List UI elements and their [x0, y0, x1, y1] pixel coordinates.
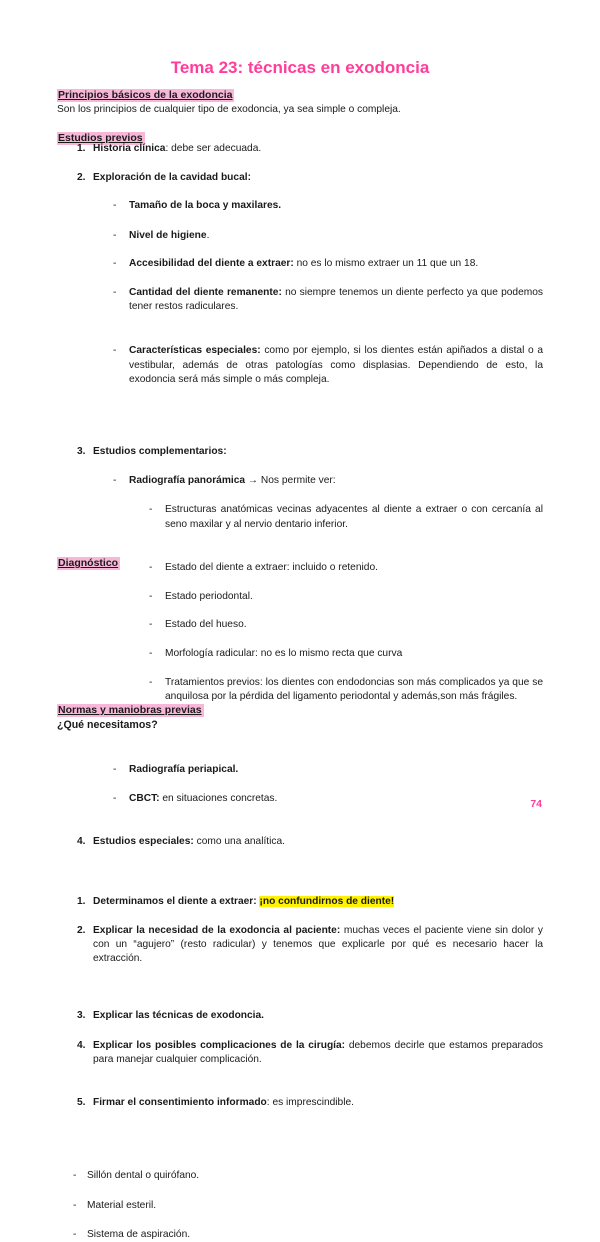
list-item: - Estado periodontal.: [149, 591, 253, 603]
list-item: - Tamaño de la boca y maxilares.: [113, 200, 282, 212]
list-item: 2. Explicar la necesidad de la exodoncia al paciente: muchas veces el paciente viene sin dolor y con un “agujero” (resto radicular) y tenemos que explicarle por qué es necesario hacer la extracción.: [77, 924, 543, 965]
list-item: - Radiografía periapical.: [113, 764, 239, 776]
list-item: - Radiografía panorámica → Nos permite ver:: [113, 475, 336, 487]
list-item: 1. Determinamos el diente a extraer: ¡no confundirnos de diente!: [77, 895, 395, 907]
section-normas: [57, 700, 543, 732]
list-item: 5. Firmar el consentimiento informado: es imprescindible.: [77, 1097, 354, 1109]
section-heading: Normas y maniobras previas: [58, 704, 202, 716]
list-item: 3. Estudios complementarios:: [77, 446, 227, 458]
list-item: - Estructuras anatómicas vecinas adyacentes al diente a extraer o con cercanía al seno maxilar y al nervio dentario inferior.: [149, 504, 543, 530]
list-item: - Estado del hueso.: [149, 619, 247, 631]
section-heading: Diagnóstico: [58, 557, 119, 569]
list-item: - Características especiales: como por ejemplo, si los dientes están apiñados a distal o a vestibular, además de otras patologías como displasias. Dependiendo de esto, la exodoncia será más simple o más compleja.: [113, 345, 543, 385]
section-principios: [57, 85, 543, 117]
list-item: - Cantidad del diente remanente: no siempre tenemos un diente perfecto ya que podemos tener restos radiculares.: [113, 287, 543, 313]
list-item: - Tratamientos previos: los dientes con endodoncias son más complicados ya que se anquilosa por la pérdida del ligamento periodontal y además,son más frágiles.: [149, 676, 543, 702]
section-heading: Principios básicos de la exodoncia: [58, 89, 233, 101]
list-item: - Sillón dental o quirófano.: [73, 1170, 200, 1182]
paragraph: Son los principios de cualquier tipo de exodoncia, ya sea simple o compleja.: [57, 104, 401, 115]
list-item: 1. Historia clínica: debe ser adecuada.: [77, 143, 262, 154]
section-heading: Estudios previos: [58, 132, 143, 144]
list-item: - Material esteril.: [73, 1199, 157, 1211]
subheading: ¿Qué necesitamos?: [57, 719, 158, 731]
list-item: - Morfología radicular: no es lo mismo recta que curva: [149, 648, 403, 660]
list-item: - Nivel de higiene.: [113, 229, 210, 241]
section-diagnostico: [57, 553, 543, 571]
list-item: - Sistema de aspiración.: [73, 1228, 191, 1240]
page-title: Tema 23: técnicas en exodoncia: [170, 58, 430, 77]
page-number: 74: [530, 798, 542, 810]
list-item: - Estado del diente a extraer: incluido o retenido.: [149, 561, 378, 573]
list-item: 3. Explicar las técnicas de exodoncia.: [77, 1010, 265, 1022]
list-item: - Accesibilidad del diente a extraer: no es lo mismo extraer un 11 que un 18.: [113, 257, 479, 269]
highlight: ¡no confundirnos de diente!: [259, 895, 395, 907]
list-item: - CBCT: en situaciones concretas.: [113, 793, 278, 805]
list-item: 2. Exploración de la cavidad bucal:: [77, 172, 251, 184]
list-item: 4. Explicar los posibles complicaciones de la cirugía: debemos decirle que estamos preparados para manejar cualquier complicación.: [77, 1039, 543, 1065]
list-item: 4. Estudios especiales: como una analítica.: [77, 836, 285, 848]
